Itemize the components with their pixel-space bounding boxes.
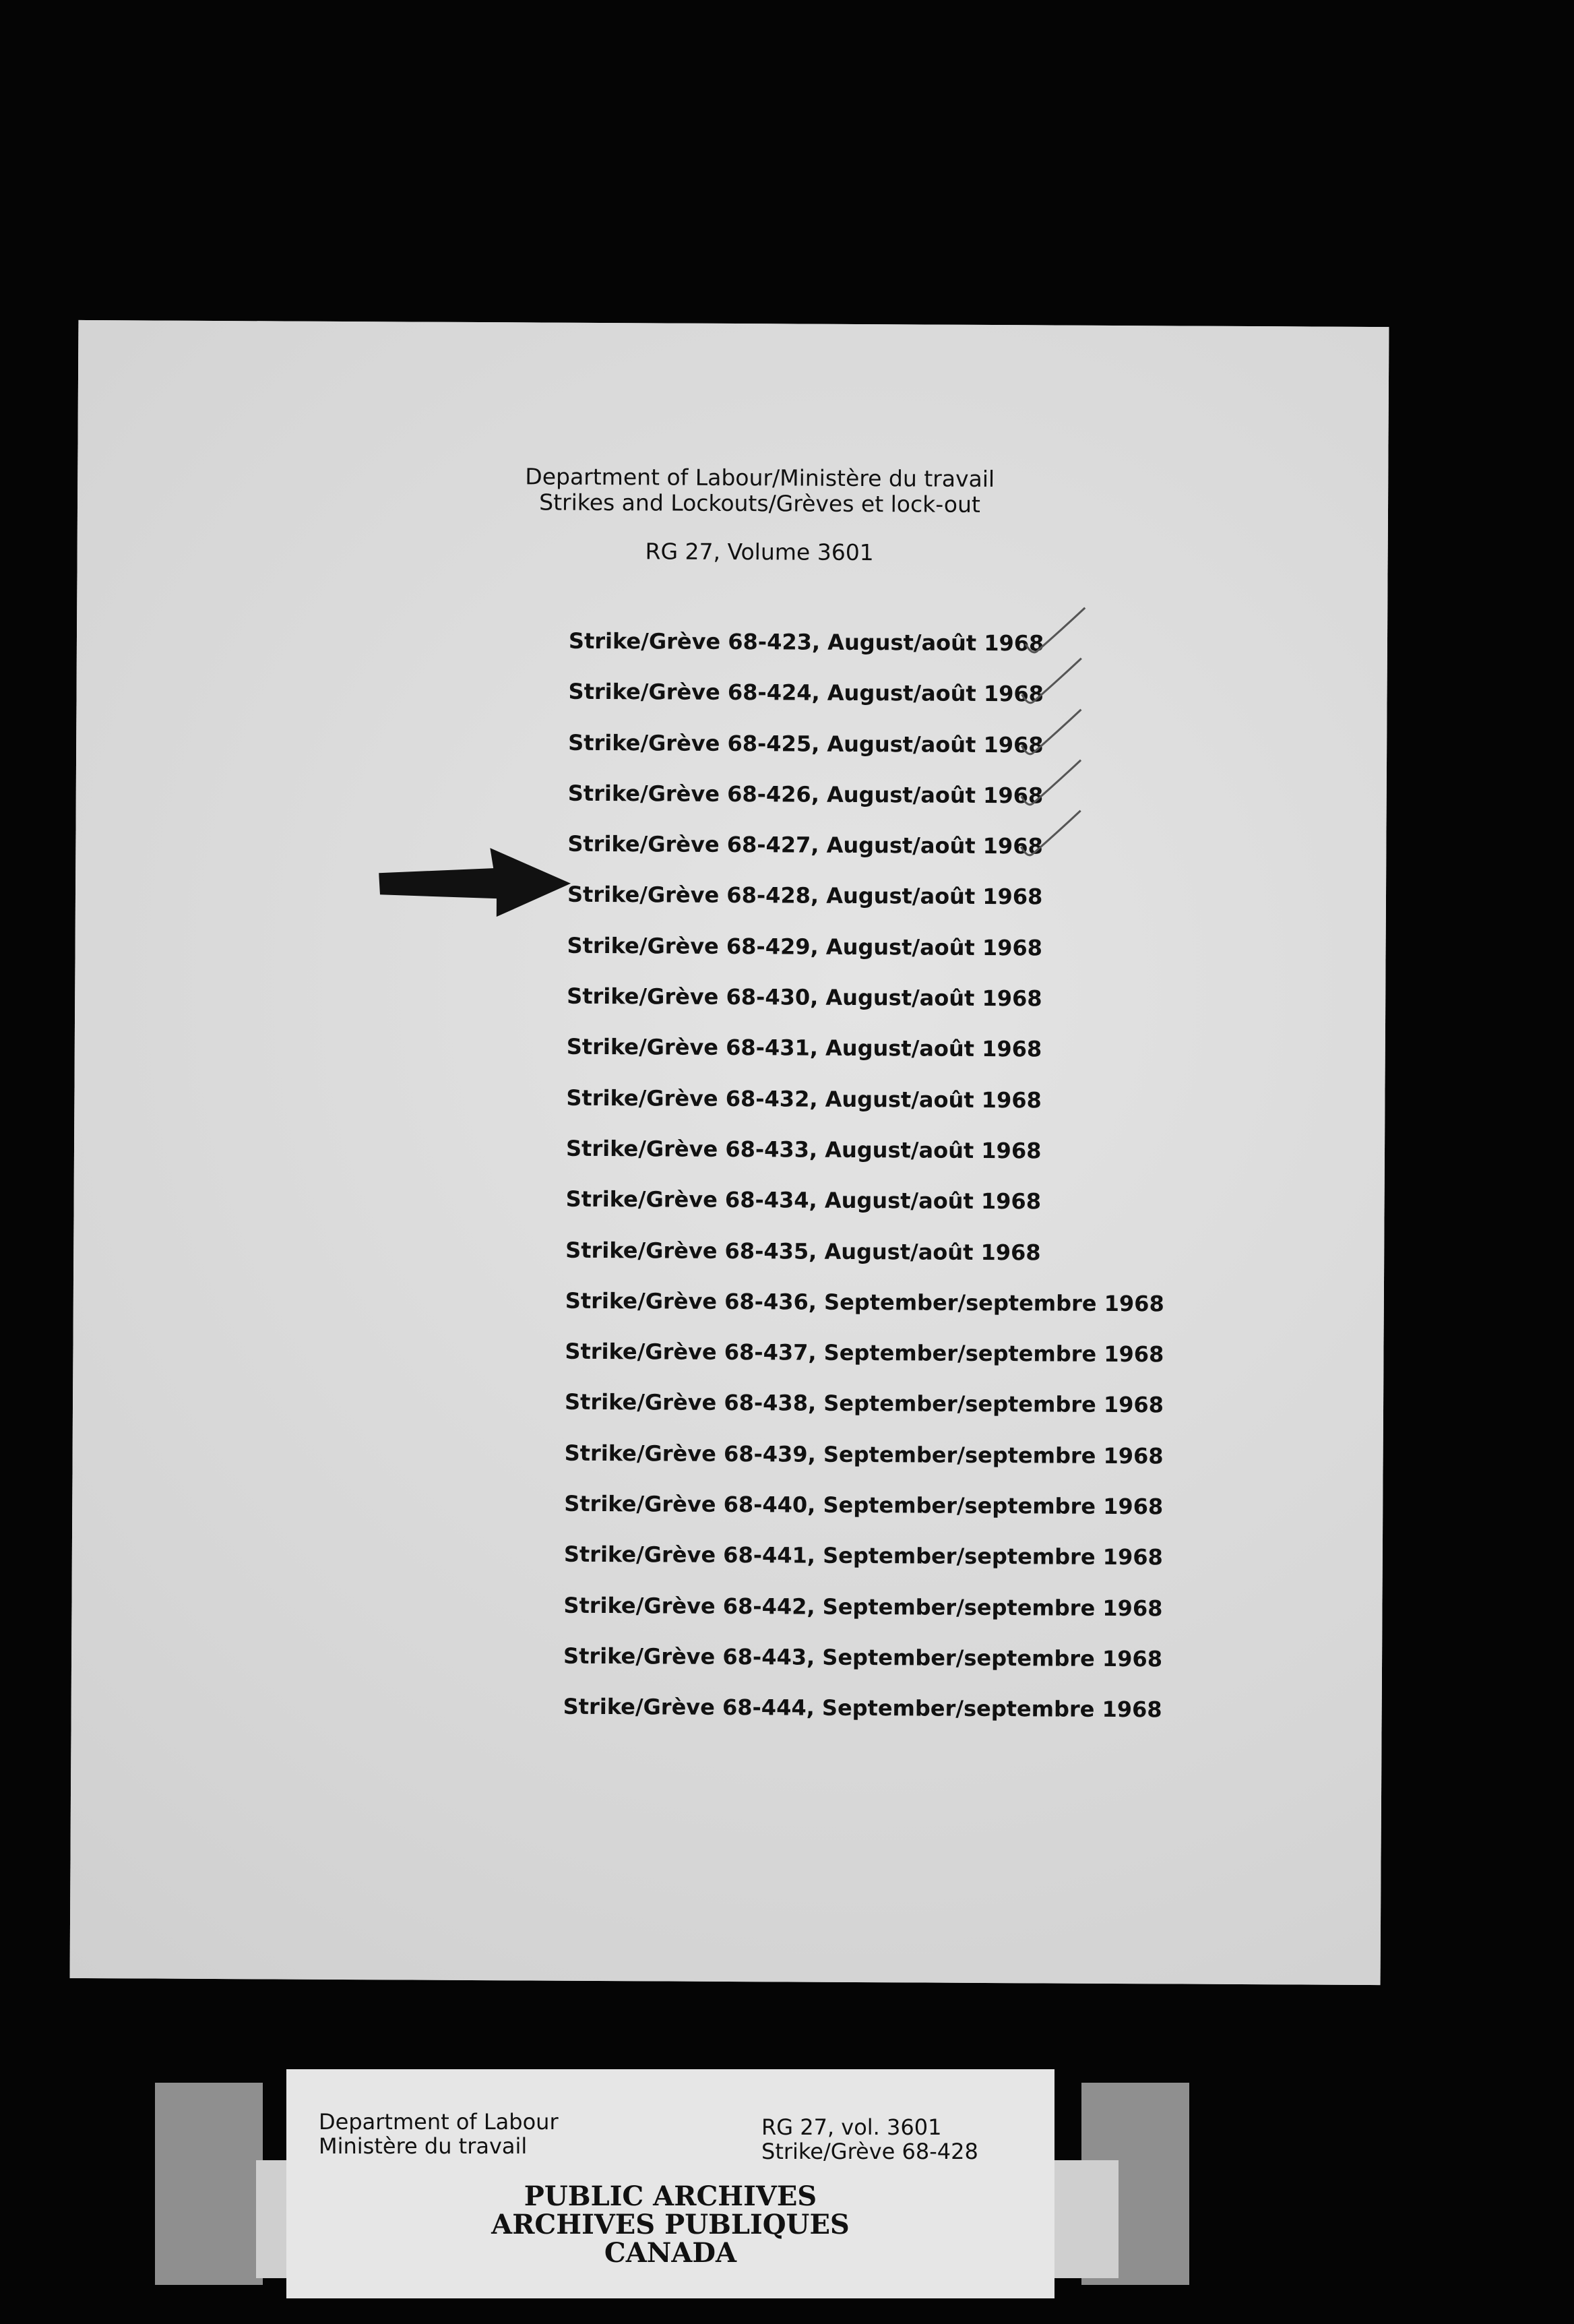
list-item: Strike/Grève 68-434, August/août 1968 [565, 1186, 1042, 1215]
arrow-right-icon [379, 840, 575, 923]
checkmark-icon [1015, 806, 1090, 867]
label-right-line-1: RG 27, vol. 3601 [761, 2114, 942, 2140]
label-department [319, 2110, 559, 2158]
header-volume: RG 27, Volume 3601 [645, 538, 874, 566]
list-item: Strike/Grève 68-443, September/septembre 1968 [563, 1643, 1163, 1672]
label-left-line-1: Department of Labour [319, 2109, 559, 2135]
list-item: Strike/Grève 68-433, August/août 1968 [565, 1135, 1042, 1164]
list-item: Strike/Grève 68-441, September/septembre 1968 [563, 1541, 1163, 1570]
list-item: Strike/Grève 68-435, August/août 1968 [565, 1237, 1041, 1265]
list-item: Strike/Grève 68-438, September/septembre 1968 [564, 1389, 1164, 1418]
list-item: Strike/Grève 68-431, August/août 1968 [566, 1034, 1042, 1062]
list-item: Strike/Grève 68-424, August/août 1968 [568, 667, 1167, 721]
list-item: Strike/Grève 68-442, September/septembre 1968 [563, 1592, 1163, 1622]
label-reference [761, 2115, 978, 2164]
entry-list [563, 616, 1168, 1736]
label-right-line-2: Strike/Grève 68-428 [761, 2139, 978, 2164]
list-item: Strike/Grève 68-429, August/août 1968 [567, 932, 1043, 961]
stamp-line-3: CANADA [604, 2237, 737, 2269]
list-item: Strike/Grève 68-440, September/septembre 1968 [564, 1490, 1164, 1520]
list-item: Strike/Grève 68-427, August/août 1968 [567, 819, 1166, 873]
list-item: Strike/Grève 68-439, September/septembre 1968 [564, 1440, 1164, 1469]
list-item: Strike/Grève 68-444, September/septembre 1968 [563, 1693, 1162, 1723]
list-item: Strike/Grève 68-430, August/août 1968 [567, 983, 1042, 1012]
list-item: Strike/Grève 68-432, August/août 1968 [566, 1084, 1042, 1113]
list-item: Strike/Grève 68-437, September/septembre 1968 [565, 1338, 1164, 1368]
list-item: Strike/Grève 68-436, September/septembre 1968 [565, 1287, 1164, 1317]
document-page [70, 320, 1389, 1985]
list-item: Strike/Grève 68-423, August/août 1968 [569, 616, 1168, 670]
stamp-line-1: PUBLIC ARCHIVES [524, 2180, 817, 2212]
document-header [77, 462, 1389, 568]
list-item: Strike/Grève 68-428, August/août 1968 [567, 882, 1043, 910]
header-line-2: Strikes and Lockouts/Grèves et lock-out [539, 489, 980, 518]
list-item: Strike/Grève 68-425, August/août 1968 [568, 717, 1167, 771]
stamp-line-2: ARCHIVES PUBLIQUES [491, 2209, 850, 2240]
label-left-line-2: Ministère du travail [319, 2133, 528, 2159]
list-item: Strike/Grève 68-426, August/août 1968 [568, 768, 1167, 822]
clip-left [155, 2083, 263, 2285]
header-line-1: Department of Labour/Ministère du travail [525, 463, 995, 493]
archives-stamp [286, 2182, 1054, 2267]
archive-label [286, 2069, 1054, 2298]
